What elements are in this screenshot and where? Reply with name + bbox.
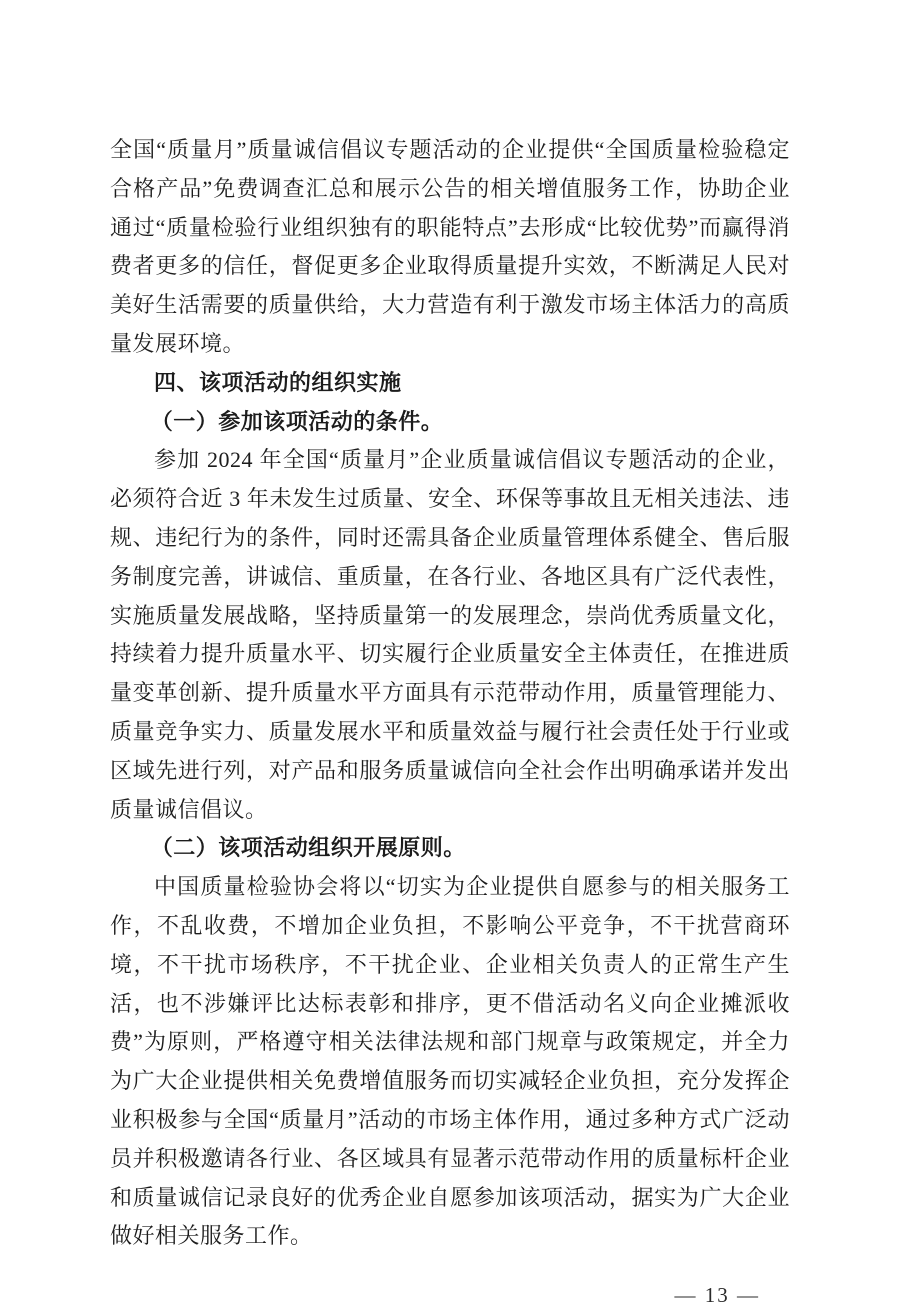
paragraph: 参加 2024 年全国“质量月”企业质量诚信倡议专题活动的企业，必须符合近 3 年未发生过质量、安全、环保等事故且无相关违法、违规、违纪行为的条件，同时还需具备企业质量管理体系健全、售后服务制度完善，讲诚信、重质量，在各行业、各地区具有广泛代表性，实施质量发展战略，坚持质量第一的发展理念，崇尚优秀质量文化，持续着力提升质量水平、切实履行企业质量安全主体责任，在推进质量变革创新、提升质量水平方面具有示范带动作用，质量管理能力、质量竞争实力、质量发展水平和质量效益与履行社会责任处于行业或区域先进行列，对产品和服务质量诚信向全社会作出明确承诺并发出质量诚信倡议。 bbox=[110, 447, 790, 822]
subsection-heading-1: （一）参加该项活动的条件。 bbox=[150, 408, 444, 434]
document-body bbox=[110, 131, 790, 1256]
page-footer bbox=[110, 1281, 790, 1309]
paragraph-continuation: 全国“质量月”质量诚信倡议专题活动的企业提供“全国质量检验稳定合格产品”免费调查汇总和展示公告的相关增值服务工作，协助企业通过“质量检验行业组织独有的职能特点”去形成“比较优势”而赢得消费者更多的信任，督促更多企业取得质量提升实效，不断满足人民对美好生活需要的质量供给，大力营造有利于激发市场主体活力的高质量发展环境。 bbox=[110, 137, 790, 356]
paragraph: 中国质量检验协会将以“切实为企业提供自愿参与的相关服务工作，不乱收费，不增加企业负担，不影响公平竞争，不干扰营商环境，不干扰市场秩序，不干扰企业、企业相关负责人的正常生产生活，也不涉嫌评比达标表彰和排序，更不借活动名义向企业摊派收费”为原则，严格遵守相关法律法规和部门规章与政策规定，并全力为广大企业提供相关免费增值服务而切实减轻企业负担，充分发挥企业积极参与全国“质量月”活动的市场主体作用，通过多种方式广泛动员并积极邀请各行业、各区域具有显著示范带动作用的质量标杆企业和质量诚信记录良好的优秀企业自愿参加该项活动，据实为广大企业做好相关服务工作。 bbox=[110, 874, 790, 1249]
subsection-heading-2: （二）该项活动组织开展原则。 bbox=[150, 835, 466, 861]
page-number: — 13 — bbox=[674, 1283, 760, 1308]
section-heading: 四、该项活动的组织实施 bbox=[154, 369, 402, 395]
